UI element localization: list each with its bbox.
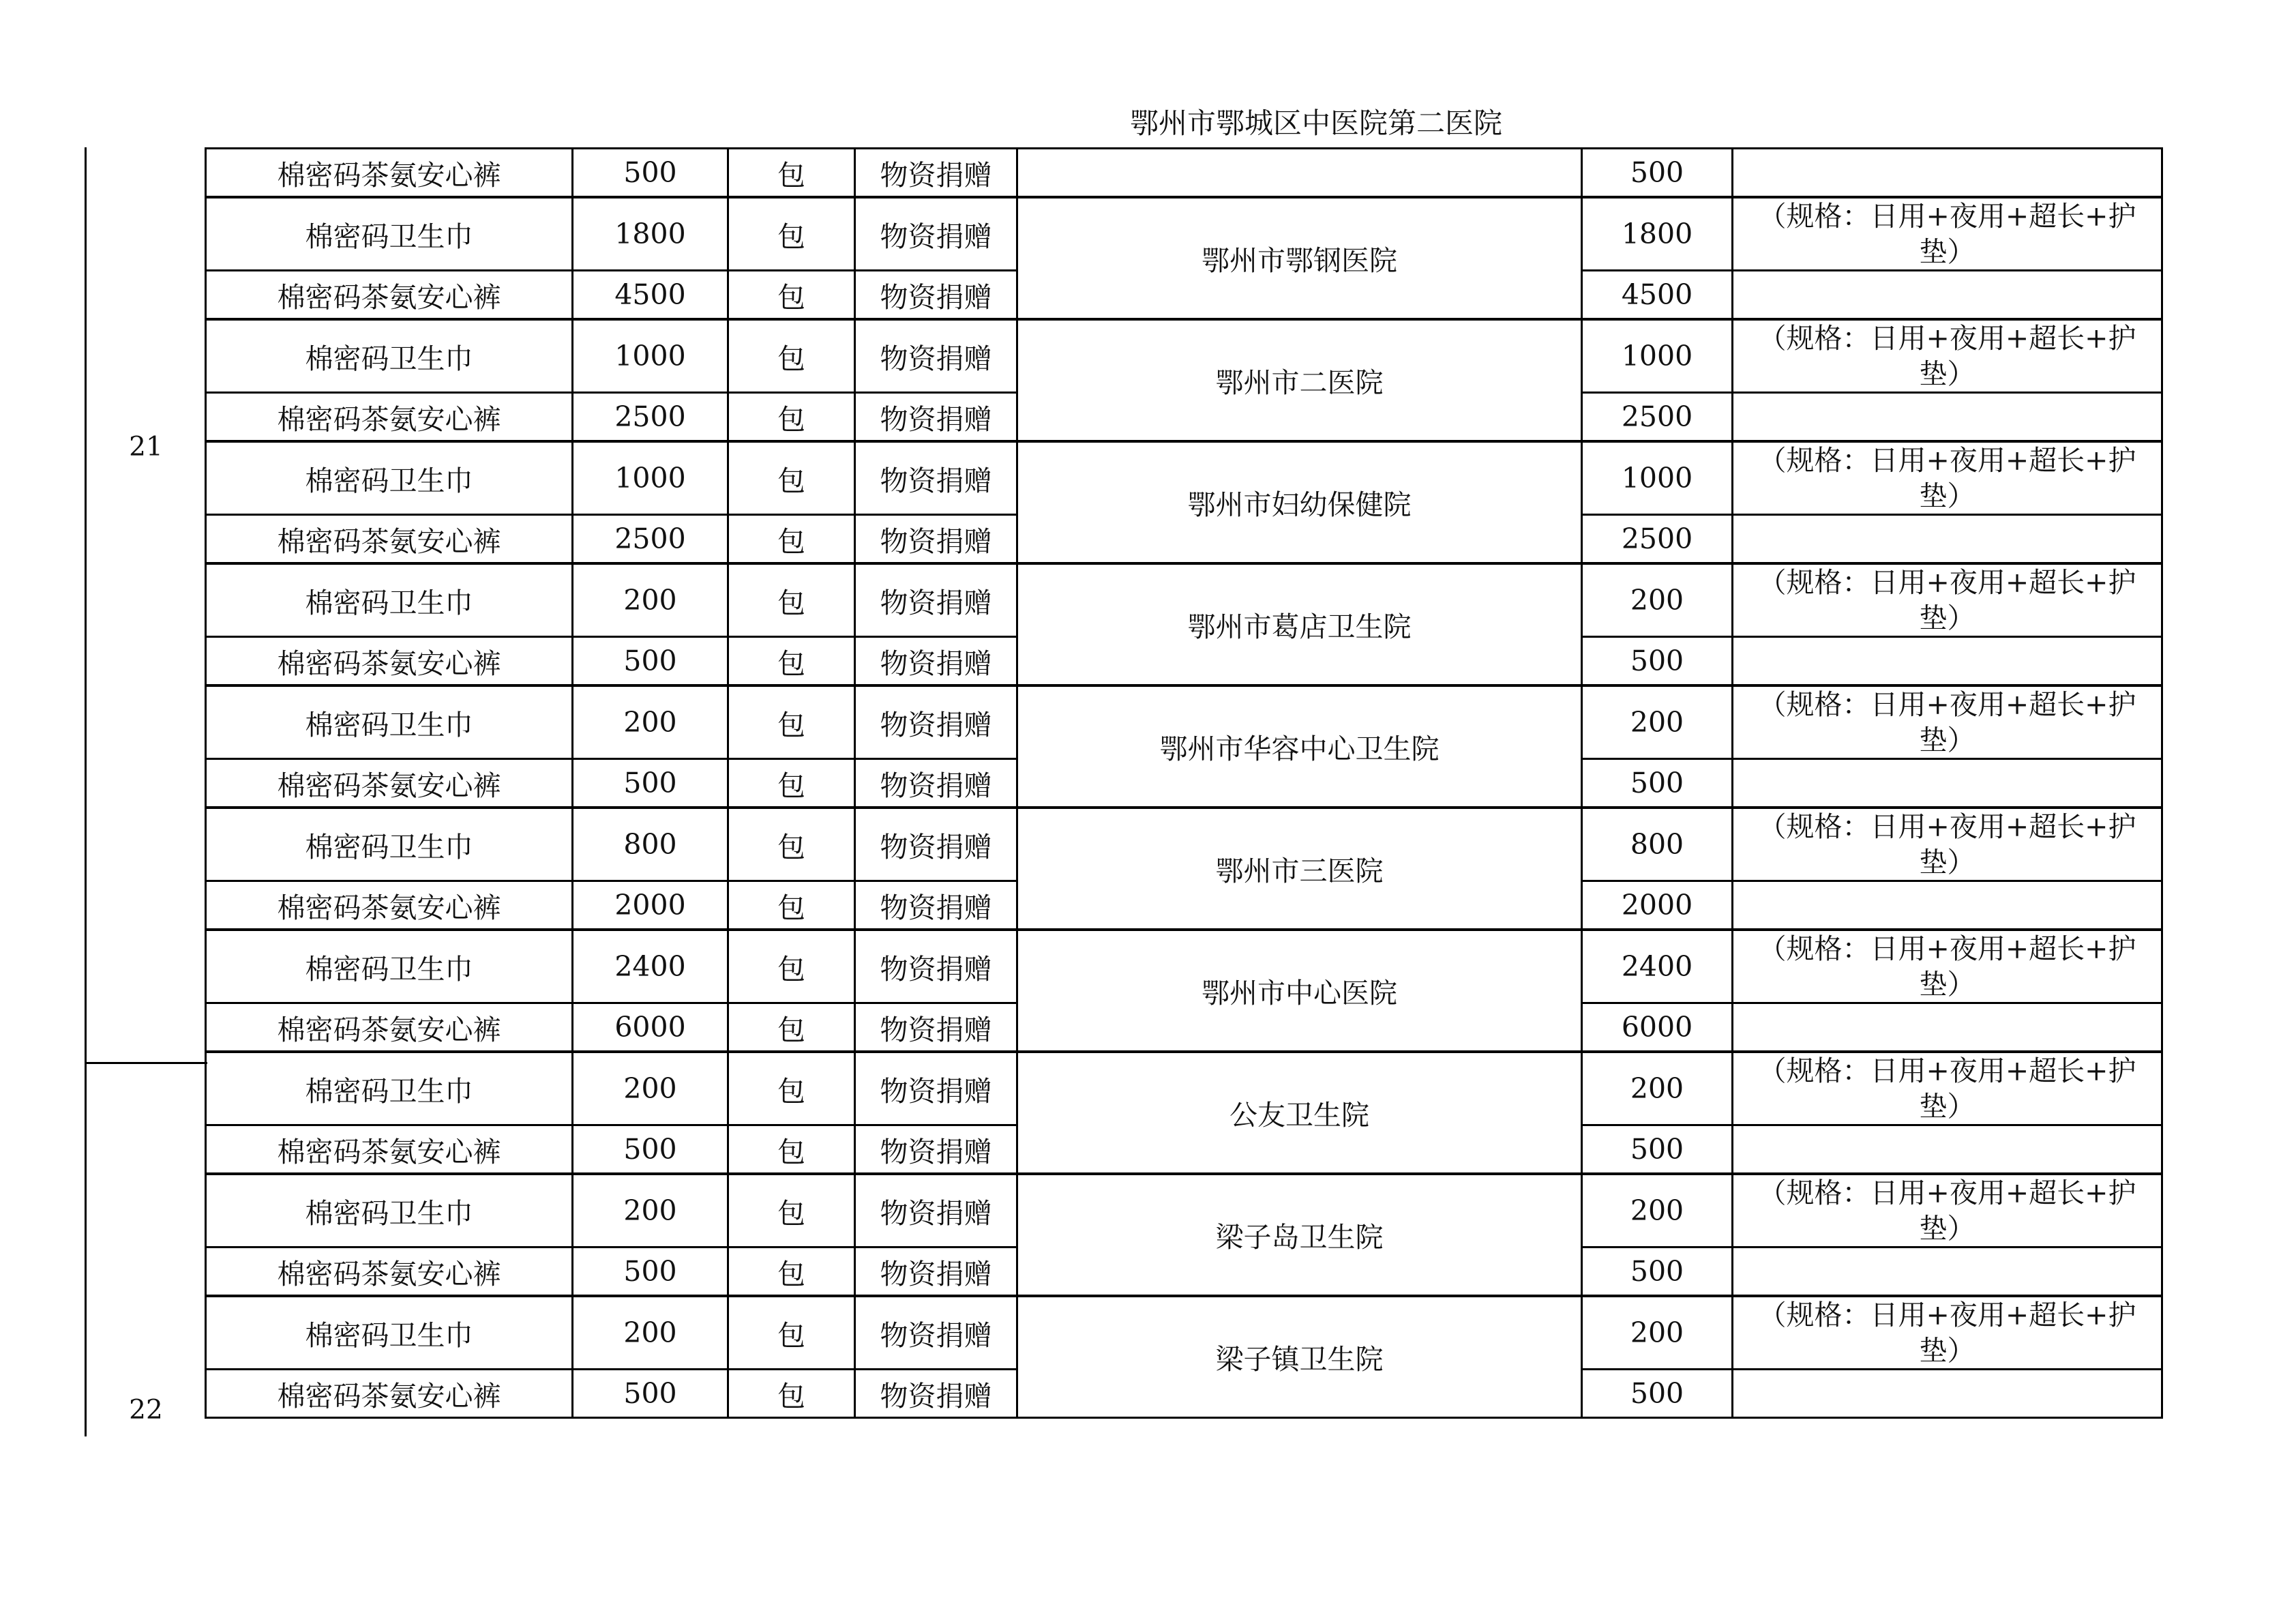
recipient-name: 鄂州市妇幼保健院 xyxy=(1017,441,1582,563)
item-name: 棉密码茶氨安心裤 xyxy=(206,759,573,808)
group-number-21: 21 xyxy=(129,432,163,462)
unit: 包 xyxy=(728,393,855,442)
received-quantity: 2500 xyxy=(1582,515,1733,564)
group-column-left-border xyxy=(85,147,87,1436)
quantity: 2500 xyxy=(573,515,728,564)
unit: 包 xyxy=(728,197,855,271)
item-name: 棉密码卫生巾 xyxy=(206,197,573,271)
recipient-name: 鄂州市二医院 xyxy=(1017,319,1582,441)
unit: 包 xyxy=(728,563,855,637)
donation-type: 物资捐赠 xyxy=(855,808,1017,881)
received-quantity: 2000 xyxy=(1582,881,1733,930)
donation-type: 物资捐赠 xyxy=(855,149,1017,198)
donation-type: 物资捐赠 xyxy=(855,1370,1017,1418)
note: （规格：日用+夜用+超长+护垫） xyxy=(1733,930,2162,1003)
donation-type: 物资捐赠 xyxy=(855,197,1017,271)
table-row xyxy=(206,1296,2162,1370)
unit: 包 xyxy=(728,881,855,930)
recipient-name: 鄂州市三医院 xyxy=(1017,808,1582,930)
note: （规格：日用+夜用+超长+护垫） xyxy=(1733,1052,2162,1125)
donation-table xyxy=(205,147,2163,1419)
donation-type: 物资捐赠 xyxy=(855,319,1017,393)
item-name: 棉密码卫生巾 xyxy=(206,563,573,637)
note xyxy=(1733,271,2162,320)
unit: 包 xyxy=(728,930,855,1003)
received-quantity: 2500 xyxy=(1582,393,1733,442)
quantity: 1000 xyxy=(573,441,728,515)
quantity: 200 xyxy=(573,1296,728,1370)
item-name: 棉密码卫生巾 xyxy=(206,1296,573,1370)
donation-type: 物资捐赠 xyxy=(855,637,1017,686)
note: （规格：日用+夜用+超长+护垫） xyxy=(1733,685,2162,759)
item-name: 棉密码茶氨安心裤 xyxy=(206,393,573,442)
recipient-name: 鄂州市中心医院 xyxy=(1017,930,1582,1052)
donation-type: 物资捐赠 xyxy=(855,881,1017,930)
unit: 包 xyxy=(728,1125,855,1175)
item-name: 棉密码卫生巾 xyxy=(206,319,573,393)
item-name: 棉密码卫生巾 xyxy=(206,808,573,881)
donation-type: 物资捐赠 xyxy=(855,271,1017,320)
table-row xyxy=(206,1174,2162,1247)
note: （规格：日用+夜用+超长+护垫） xyxy=(1733,197,2162,271)
table-row xyxy=(206,930,2162,1003)
item-name: 棉密码卫生巾 xyxy=(206,1052,573,1125)
table-row xyxy=(206,197,2162,271)
note xyxy=(1733,149,2162,198)
donation-type: 物资捐赠 xyxy=(855,1296,1017,1370)
unit: 包 xyxy=(728,515,855,564)
quantity: 1000 xyxy=(573,319,728,393)
received-quantity: 6000 xyxy=(1582,1003,1733,1052)
received-quantity: 200 xyxy=(1582,1174,1733,1247)
donation-type: 物资捐赠 xyxy=(855,1052,1017,1125)
item-name: 棉密码茶氨安心裤 xyxy=(206,637,573,686)
note xyxy=(1733,637,2162,686)
cut-off-recipient-text: 鄂州市鄂城区中医院第二医院 xyxy=(1129,106,1502,140)
quantity: 2000 xyxy=(573,881,728,930)
donation-type: 物资捐赠 xyxy=(855,393,1017,442)
note xyxy=(1733,1125,2162,1175)
quantity: 6000 xyxy=(573,1003,728,1052)
received-quantity: 2400 xyxy=(1582,930,1733,1003)
quantity: 4500 xyxy=(573,271,728,320)
donation-type: 物资捐赠 xyxy=(855,685,1017,759)
item-name: 棉密码茶氨安心裤 xyxy=(206,1370,573,1418)
quantity: 500 xyxy=(573,759,728,808)
note xyxy=(1733,1247,2162,1297)
received-quantity: 4500 xyxy=(1582,271,1733,320)
recipient-name: 公友卫生院 xyxy=(1017,1052,1582,1174)
recipient-name: 梁子镇卫生院 xyxy=(1017,1296,1582,1418)
received-quantity: 500 xyxy=(1582,1247,1733,1297)
note: （规格：日用+夜用+超长+护垫） xyxy=(1733,441,2162,515)
quantity: 800 xyxy=(573,808,728,881)
note: （规格：日用+夜用+超长+护垫） xyxy=(1733,1296,2162,1370)
item-name: 棉密码卫生巾 xyxy=(206,1174,573,1247)
received-quantity: 200 xyxy=(1582,685,1733,759)
note xyxy=(1733,759,2162,808)
group-number-22: 22 xyxy=(129,1395,163,1426)
quantity: 2400 xyxy=(573,930,728,1003)
note xyxy=(1733,1003,2162,1052)
item-name: 棉密码卫生巾 xyxy=(206,685,573,759)
note xyxy=(1733,515,2162,564)
recipient-name: 鄂州市华容中心卫生院 xyxy=(1017,685,1582,808)
unit: 包 xyxy=(728,1247,855,1297)
received-quantity: 500 xyxy=(1582,759,1733,808)
unit: 包 xyxy=(728,319,855,393)
item-name: 棉密码茶氨安心裤 xyxy=(206,1003,573,1052)
unit: 包 xyxy=(728,149,855,198)
unit: 包 xyxy=(728,1003,855,1052)
quantity: 500 xyxy=(573,1370,728,1418)
note xyxy=(1733,393,2162,442)
quantity: 200 xyxy=(573,1174,728,1247)
quantity: 500 xyxy=(573,1247,728,1297)
donation-type: 物资捐赠 xyxy=(855,1247,1017,1297)
recipient-name: 梁子岛卫生院 xyxy=(1017,1174,1582,1296)
donation-type: 物资捐赠 xyxy=(855,930,1017,1003)
received-quantity: 500 xyxy=(1582,1125,1733,1175)
note: （规格：日用+夜用+超长+护垫） xyxy=(1733,563,2162,637)
item-name: 棉密码茶氨安心裤 xyxy=(206,881,573,930)
table-row xyxy=(206,1052,2162,1125)
quantity: 500 xyxy=(573,1125,728,1175)
quantity: 200 xyxy=(573,1052,728,1125)
note xyxy=(1733,1370,2162,1418)
unit: 包 xyxy=(728,1174,855,1247)
recipient-name: 鄂州市鄂钢医院 xyxy=(1017,197,1582,319)
table-row xyxy=(206,441,2162,515)
received-quantity: 200 xyxy=(1582,1052,1733,1125)
item-name: 棉密码茶氨安心裤 xyxy=(206,515,573,564)
donation-type: 物资捐赠 xyxy=(855,1125,1017,1175)
item-name: 棉密码茶氨安心裤 xyxy=(206,1247,573,1297)
item-name: 棉密码茶氨安心裤 xyxy=(206,149,573,198)
donation-type: 物资捐赠 xyxy=(855,1174,1017,1247)
recipient-name: 鄂州市葛店卫生院 xyxy=(1017,563,1582,685)
unit: 包 xyxy=(728,759,855,808)
quantity: 500 xyxy=(573,149,728,198)
received-quantity: 500 xyxy=(1582,1370,1733,1418)
received-quantity: 500 xyxy=(1582,149,1733,198)
table-row xyxy=(206,563,2162,637)
note: （规格：日用+夜用+超长+护垫） xyxy=(1733,1174,2162,1247)
quantity: 2500 xyxy=(573,393,728,442)
unit: 包 xyxy=(728,808,855,881)
recipient-cell-continued xyxy=(1017,149,1582,198)
item-name: 棉密码茶氨安心裤 xyxy=(206,1125,573,1175)
donation-table-body xyxy=(206,149,2162,1418)
donation-type: 物资捐赠 xyxy=(855,441,1017,515)
quantity: 200 xyxy=(573,685,728,759)
unit: 包 xyxy=(728,1052,855,1125)
received-quantity: 200 xyxy=(1582,563,1733,637)
donation-type: 物资捐赠 xyxy=(855,759,1017,808)
unit: 包 xyxy=(728,1370,855,1418)
unit: 包 xyxy=(728,1296,855,1370)
donation-type: 物资捐赠 xyxy=(855,1003,1017,1052)
donation-type: 物资捐赠 xyxy=(855,563,1017,637)
unit: 包 xyxy=(728,271,855,320)
received-quantity: 800 xyxy=(1582,808,1733,881)
unit: 包 xyxy=(728,441,855,515)
table-row xyxy=(206,149,2162,198)
note: （规格：日用+夜用+超长+护垫） xyxy=(1733,808,2162,881)
item-name: 棉密码茶氨安心裤 xyxy=(206,271,573,320)
item-name: 棉密码卫生巾 xyxy=(206,441,573,515)
quantity: 200 xyxy=(573,563,728,637)
table-row xyxy=(206,808,2162,881)
table-row xyxy=(206,319,2162,393)
unit: 包 xyxy=(728,685,855,759)
group-divider xyxy=(85,1062,207,1064)
table-row xyxy=(206,685,2162,759)
received-quantity: 1800 xyxy=(1582,197,1733,271)
quantity: 1800 xyxy=(573,197,728,271)
received-quantity: 500 xyxy=(1582,637,1733,686)
received-quantity: 1000 xyxy=(1582,441,1733,515)
note xyxy=(1733,881,2162,930)
quantity: 500 xyxy=(573,637,728,686)
received-quantity: 1000 xyxy=(1582,319,1733,393)
unit: 包 xyxy=(728,637,855,686)
donation-type: 物资捐赠 xyxy=(855,515,1017,564)
note: （规格：日用+夜用+超长+护垫） xyxy=(1733,319,2162,393)
received-quantity: 200 xyxy=(1582,1296,1733,1370)
item-name: 棉密码卫生巾 xyxy=(206,930,573,1003)
